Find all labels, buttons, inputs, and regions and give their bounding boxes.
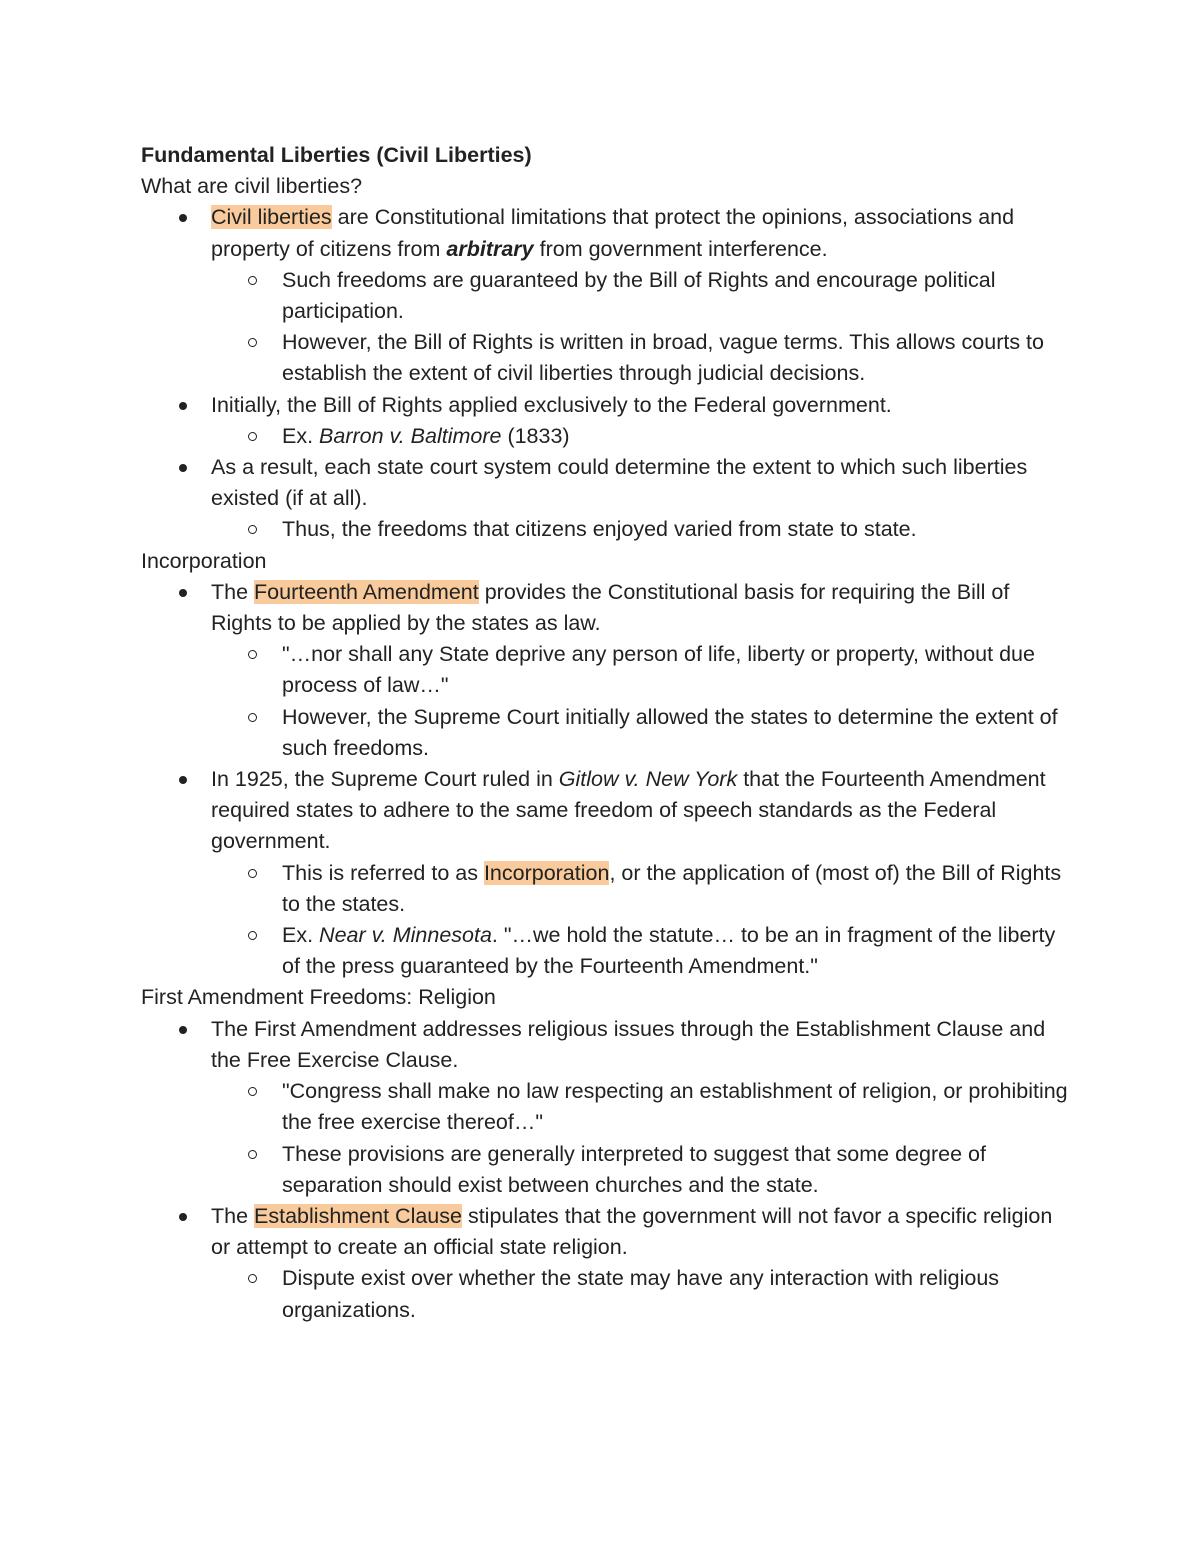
list-item	[141, 1014, 1071, 1076]
highlighted-term: Civil liberties	[211, 205, 332, 230]
list-item-text: Dispute exist over whether the state may have any interaction with religious organizations.	[282, 1266, 1000, 1322]
bullet-icon	[179, 1213, 187, 1221]
emphasis-text: arbitrary	[446, 236, 534, 261]
bullet-list	[141, 577, 1071, 983]
list-item-text: In 1925, the Supreme Court ruled in	[211, 767, 559, 792]
list-item-text: "Congress shall make no law respecting an establishment of religion, or prohibiting the free exercise thereof…"	[282, 1079, 1068, 1135]
list-item-text: stipulates that the government will not favor a specific religion or attempt to create an official state religion.	[211, 1203, 1053, 1260]
bullet-list	[141, 202, 1071, 545]
list-item-text: , or the application of (most of) the Bill of Rights to the states.	[282, 860, 1062, 916]
list-item	[141, 1201, 1071, 1263]
sub-list-item	[141, 265, 1071, 327]
sub-list-item	[141, 1139, 1071, 1201]
list-item-text: This is referred to as	[282, 860, 484, 885]
sub-list-item	[141, 514, 1071, 545]
bullet-icon	[179, 776, 187, 784]
sub-list-item	[141, 920, 1071, 982]
hollow-bullet-icon	[248, 338, 257, 347]
list-item-text: . "…we hold the statute… to be an in fragment of the liberty of the press guaranteed by the Fourteenth Amendment."	[282, 923, 1056, 979]
bullet-icon	[179, 589, 187, 597]
hollow-bullet-icon	[248, 869, 257, 878]
list-item-text: However, the Supreme Court initially allowed the states to determine the extent of such freedoms.	[282, 704, 1058, 760]
list-item-text: These provisions are generally interpreted to suggest that some degree of separation should exist between churches and the state.	[282, 1141, 986, 1197]
hollow-bullet-icon	[248, 1087, 257, 1096]
hollow-bullet-icon	[248, 1150, 257, 1159]
case-name: Near v. Minnesota	[319, 923, 492, 948]
highlighted-term: Incorporation	[483, 860, 610, 885]
hollow-bullet-icon	[248, 650, 257, 659]
highlighted-term: Establishment Clause	[254, 1203, 462, 1228]
list-item-text: The First Amendment addresses religious issues through the Establishment Clause and the Free Exercise Clause.	[211, 1016, 1046, 1072]
sub-list-item	[141, 858, 1071, 920]
list-item-text: As a result, each state court system could determine the extent to which such liberties existed (if at all).	[211, 455, 1028, 511]
section-heading: First Amendment Freedoms: Religion	[141, 985, 496, 1010]
hollow-bullet-icon	[248, 713, 257, 722]
list-item	[141, 202, 1071, 264]
hollow-bullet-icon	[248, 1274, 257, 1283]
section-heading: What are civil liberties?	[141, 174, 363, 199]
hollow-bullet-icon	[248, 432, 257, 441]
sub-list-item	[141, 702, 1071, 764]
list-item	[141, 764, 1071, 858]
sub-list-item	[141, 639, 1071, 701]
sub-list-item	[141, 421, 1071, 452]
list-item-text: However, the Bill of Rights is written in broad, vague terms. This allows courts to establish the extent of civil liberties through judicial decisions.	[282, 330, 1044, 386]
section-heading: Incorporation	[141, 548, 267, 573]
sub-list-item	[141, 327, 1071, 389]
bullet-icon	[179, 1026, 187, 1034]
bullet-icon	[179, 464, 187, 472]
hollow-bullet-icon	[248, 525, 257, 534]
document-title: Fundamental Liberties (Civil Liberties)	[141, 143, 532, 167]
list-item-text: from government interference.	[533, 236, 828, 261]
list-item-text: Initially, the Bill of Rights applied exclusively to the Federal government.	[211, 392, 892, 417]
bullet-icon	[179, 214, 187, 222]
list-item-text: Ex.	[282, 423, 320, 448]
case-name: Barron v. Baltimore	[319, 423, 502, 448]
list-item	[141, 390, 1071, 421]
document-body	[141, 140, 1071, 1326]
case-name: Gitlow v. New York	[558, 767, 738, 792]
list-item-text: The	[211, 579, 255, 604]
bullet-list	[141, 1014, 1071, 1326]
sub-list-item	[141, 1263, 1071, 1325]
hollow-bullet-icon	[248, 276, 257, 285]
highlighted-term: Fourteenth Amendment	[254, 579, 479, 604]
sub-list-item	[141, 1076, 1071, 1138]
list-item-text: "…nor shall any State deprive any person of life, liberty or property, without due process of law…"	[282, 642, 1035, 698]
list-item-text: are Constitutional limitations that protect the opinions, associations and property of citizens from	[211, 205, 1015, 261]
list-item	[141, 577, 1071, 639]
list-item-text: Ex.	[282, 923, 320, 948]
list-item-text: Such freedoms are guaranteed by the Bill of Rights and encourage political participation.	[282, 267, 996, 324]
list-item-text: that the Fourteenth Amendment required states to adhere to the same freedom of speech standards as the Federal government.	[211, 767, 1046, 854]
hollow-bullet-icon	[248, 931, 257, 940]
list-item-text: (1833)	[501, 423, 570, 448]
bullet-icon	[179, 402, 187, 410]
list-item-text: The	[211, 1203, 255, 1228]
list-item-text: Thus, the freedoms that citizens enjoyed varied from state to state.	[282, 517, 917, 542]
list-item	[141, 452, 1071, 514]
list-item-text: provides the Constitutional basis for requiring the Bill of Rights to be applied by the states as law.	[211, 579, 1010, 636]
